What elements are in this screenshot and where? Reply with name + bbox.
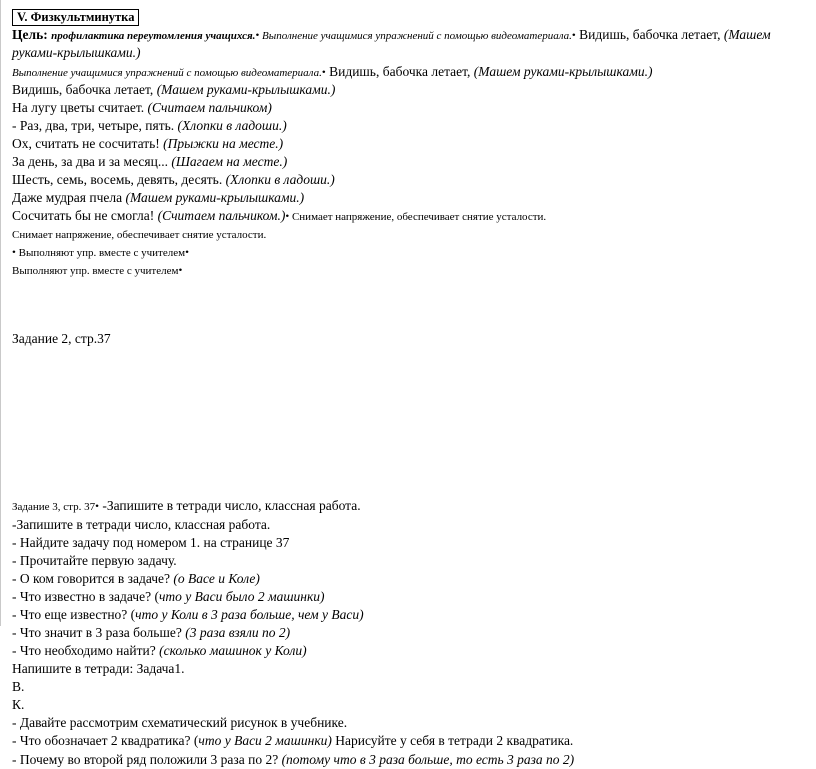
could-not-line	[12, 207, 804, 225]
what-else-line	[12, 606, 804, 624]
perform-line-part-1: •	[178, 264, 183, 277]
what-known-line-part-0: - Что известно в задаче? (	[12, 588, 159, 604]
meadow-line	[12, 99, 804, 117]
why-row-line-part-0: - Почему во второй ряд положили 3 раза по 2?	[12, 751, 282, 767]
what-find-line-part-1: (сколько машинок у Коли)	[159, 643, 307, 659]
goal-line-part-4: Выполнение учащимися упражнений с помощью видеоматериала.	[259, 30, 572, 43]
cant-count-line	[12, 135, 804, 153]
write-line	[12, 516, 804, 534]
squares-line-part-0: - Что обозначает 2 квадратика? (	[12, 733, 199, 749]
meadow-line-part-0: На лугу цветы считает.	[12, 99, 148, 115]
video-line-part-3: (Машем руками-крылышками.)	[473, 63, 653, 79]
consider-line-part-0: - Давайте рассмотрим схематический рисунок в учебнике.	[12, 715, 348, 731]
could-not-line-part-0: Сосчитать бы не смогла!	[12, 208, 158, 224]
about-whom-line-part-1: (о Васе и Коле)	[173, 570, 260, 586]
relieves-line-part-0: Снимает напряжение, обеспечивает снятие усталости.	[12, 229, 267, 242]
day-month-line	[12, 153, 804, 171]
day-month-line-part-1: (Шагаем на месте.)	[171, 153, 288, 169]
butterfly-line	[12, 81, 804, 99]
video-line-part-0: Выполнение учащимися упражнений с помощью видеоматериала.	[12, 66, 322, 79]
spacer-middle	[12, 347, 804, 497]
lesson-text-block-2	[12, 497, 804, 768]
v-line	[12, 678, 804, 696]
perform-line	[12, 261, 804, 279]
butterfly-line-part-1: (Машем руками-крылышками.)	[156, 81, 336, 97]
squares-line-part-1: что у Васи 2 машинки)	[198, 733, 332, 749]
squares-line	[12, 732, 804, 750]
k-line	[12, 696, 804, 714]
what-known-line-part-1: что у Васи было 2 машинки)	[158, 588, 325, 604]
what-find-line-part-0: - Что необходимо найти?	[12, 643, 160, 659]
could-not-line-part-3: Снимает напряжение, обеспечивает снятие усталости.	[289, 211, 547, 224]
wise-bee-line-part-1: (Машем руками-крылышками.)	[125, 190, 305, 206]
six-seven-line-part-0: Шесть, семь, восемь, девять, десять.	[12, 172, 226, 187]
goal-line-part-6: Видишь, бабочка летает,	[575, 27, 724, 43]
task3-line-part-2: -Запишите в тетради число, классная работа.	[98, 498, 361, 514]
goal-line-part-1: :	[43, 27, 52, 43]
task3-line-part-1: •	[95, 501, 99, 513]
read-task-line-part-0: - Прочитайте первую задачу.	[12, 552, 177, 568]
what-means-line	[12, 624, 804, 642]
v-line-part-0: В.	[12, 679, 25, 695]
why-row-line	[12, 751, 804, 769]
spacer-top	[12, 279, 804, 331]
perform-small-line-part-0: •	[12, 246, 16, 259]
wise-bee-line	[12, 189, 804, 207]
count-line	[12, 117, 804, 135]
task3-line	[12, 497, 804, 515]
what-find-line	[12, 642, 804, 660]
task-2-label: Задание 2, стр.37	[12, 331, 111, 347]
perform-small-line-part-1: Выполняют упр. вместе с учителем	[15, 247, 186, 260]
butterfly-line-part-0: Видишь, бабочка летает,	[12, 81, 157, 97]
page-left-border	[0, 0, 1, 626]
video-line-part-2: Видишь, бабочка летает,	[325, 63, 474, 79]
read-task-line	[12, 552, 804, 570]
lesson-text-block-1	[12, 26, 804, 279]
about-whom-line-part-0: - О ком говорится в задаче?	[12, 570, 174, 586]
find-task-line-part-0: - Найдите задачу под номером 1. на странице 37	[12, 534, 290, 550]
goal-line-part-3: •	[255, 29, 260, 42]
perform-small-line-part-2: •	[185, 246, 189, 259]
perform-small-line	[12, 243, 804, 261]
goal-line-part-7: (Машем руками-крылышками.)	[12, 27, 771, 61]
cant-count-line-part-0: Ох, считать не сосчитать!	[12, 135, 164, 151]
squares-line-part-2: Нарисуйте у себя в тетради 2 квадратика.	[331, 733, 574, 749]
six-seven-line	[12, 171, 804, 189]
find-task-line	[12, 534, 804, 552]
write-notebook-line-part-0: Напишите в тетради: Задача1.	[12, 661, 185, 677]
goal-line-part-2: профилактика переутомления учащихся.	[51, 30, 256, 43]
count-line-part-0: - Раз, два, три, четыре, пять.	[12, 117, 178, 133]
what-else-line-part-1: что у Коли в 3 раза больше, чем у Васи)	[135, 606, 364, 622]
write-notebook-line	[12, 660, 804, 678]
write-line-part-0: -Запишите в тетради число, классная работа.	[12, 516, 271, 532]
what-else-line-part-0: - Что еще известно? (	[12, 606, 136, 622]
k-line-part-0: К.	[12, 697, 25, 713]
count-line-part-1: (Хлопки в ладоши.)	[177, 117, 287, 133]
goal-line-part-5: •	[571, 29, 576, 42]
cant-count-line-part-1: (Прыжки на месте.)	[163, 135, 284, 151]
goal-line-part-0: Цель	[12, 27, 44, 43]
consider-line	[12, 714, 804, 732]
day-month-line-part-0: За день, за два и за месяц...	[12, 153, 172, 169]
relieves-line	[12, 225, 804, 243]
what-means-line-part-1: (3 раза взяли по 2)	[185, 625, 291, 641]
six-seven-line-part-1: (Хлопки в ладоши.)	[225, 172, 335, 187]
what-known-line	[12, 588, 804, 606]
video-line-part-1: •	[321, 66, 326, 79]
video-line	[12, 63, 804, 81]
about-whom-line	[12, 570, 804, 588]
what-means-line-part-0: - Что значит в 3 раза больше?	[12, 625, 186, 641]
meadow-line-part-1: (Считаем пальчиком)	[147, 99, 272, 115]
task3-line-part-0: Задание 3, стр. 37	[12, 501, 96, 514]
could-not-line-part-2: •	[285, 210, 290, 223]
why-row-line-part-1: (потому что в 3 раза больше, то есть 3 раза по 2)	[281, 751, 575, 767]
section-header-box: V. Физкультминутка	[12, 9, 139, 26]
goal-line	[12, 26, 804, 62]
wise-bee-line-part-0: Даже мудрая пчела	[12, 190, 126, 206]
perform-line-part-0: Выполняют упр. вместе с учителем	[12, 265, 179, 278]
could-not-line-part-1: (Считаем пальчиком.)	[157, 208, 286, 224]
